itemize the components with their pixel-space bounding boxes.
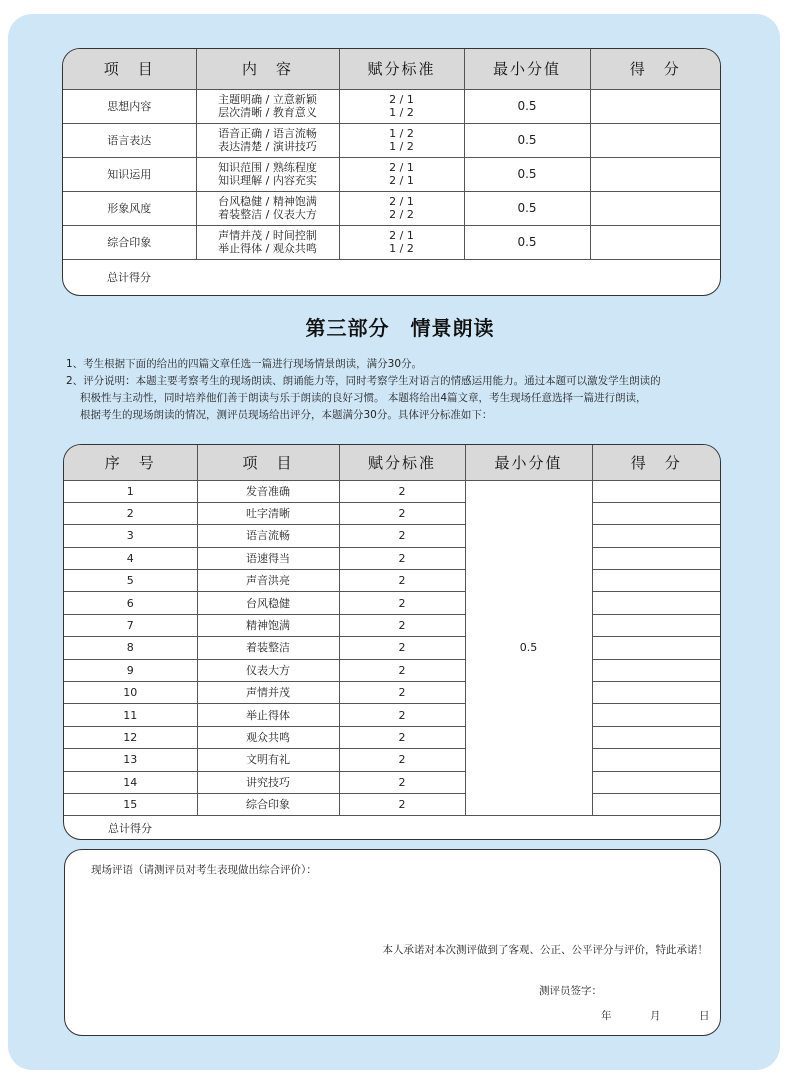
header-content: 内 容 <box>196 49 339 89</box>
table-header-row <box>63 49 720 89</box>
row-content-line: 知识理解 / 内容充实 <box>218 174 317 187</box>
score-table-2 <box>63 444 721 840</box>
instruction-line: 2、评分说明：本题主要考察考生的现场朗读、朗诵能力等，同时考察学生对语言的情感运用能力。通过本题可以激发学生朗读的 <box>66 375 661 387</box>
row-number: 15 <box>64 793 197 815</box>
row-number: 4 <box>64 547 197 569</box>
instruction-line: 1、考生根据下面的给出的四篇文章任选一篇进行现场情景朗读，满分30分。 <box>66 358 423 370</box>
score-cell[interactable] <box>592 637 720 659</box>
row-standard: 2 <box>339 502 465 524</box>
row-item: 思想内容 <box>63 89 196 123</box>
row-min-value: 0.5 <box>464 191 590 225</box>
row-number: 6 <box>64 592 197 614</box>
row-item: 声情并茂 <box>197 682 339 704</box>
row-item: 语速得当 <box>197 547 339 569</box>
score-cell[interactable] <box>592 525 720 547</box>
pledge-text: 本人承诺对本次测评做到了客观、公正、公平评分与评价，特此承诺！ <box>382 944 708 956</box>
table-row <box>63 157 720 191</box>
row-item: 文明有礼 <box>197 749 339 771</box>
table-row <box>64 682 720 704</box>
remarks-label: 现场评语（请测评员对考生表现做出综合评价）： <box>91 864 317 876</box>
table-row <box>64 502 720 524</box>
row-content-line: 层次清晰 / 教育意义 <box>218 106 317 119</box>
row-standard: 2 <box>339 480 465 502</box>
row-item: 讲究技巧 <box>197 771 339 793</box>
row-standard-line: 2 / 2 <box>389 208 414 221</box>
row-standard: 2 <box>339 771 465 793</box>
row-content-line: 语音正确 / 语言流畅 <box>218 127 317 140</box>
row-number: 3 <box>64 525 197 547</box>
row-standard: 2 <box>339 570 465 592</box>
header-min-value: 最小分值 <box>464 49 590 89</box>
row-standard: 2 <box>339 547 465 569</box>
row-item: 吐字清晰 <box>197 502 339 524</box>
row-standard: 2 <box>339 592 465 614</box>
score-cell[interactable] <box>592 726 720 748</box>
score-cell[interactable] <box>590 123 720 157</box>
row-standard <box>339 123 464 157</box>
row-standard-line: 1 / 2 <box>389 106 414 119</box>
date-year: 年 <box>601 1010 612 1022</box>
date-day: 日 <box>699 1010 710 1022</box>
row-item: 形象风度 <box>63 191 196 225</box>
row-item: 声音洪亮 <box>197 570 339 592</box>
row-item: 语言流畅 <box>197 525 339 547</box>
row-standard-line: 2 / 1 <box>389 161 414 174</box>
table-row <box>64 480 720 502</box>
score-cell[interactable] <box>590 225 720 259</box>
row-content <box>196 157 339 191</box>
min-value-merged: 0.5 <box>465 480 592 816</box>
row-min-value: 0.5 <box>464 157 590 191</box>
table-row <box>63 123 720 157</box>
row-standard: 2 <box>339 659 465 681</box>
instruction-line: 积极性与主动性，同时培养他们善于朗读与乐于朗读的良好习惯。 本题将给出4篇文章，考生现场任意选择一篇进行朗读， <box>80 392 647 404</box>
row-content-line: 声情并茂 / 时间控制 <box>218 229 317 242</box>
row-standard: 2 <box>339 793 465 815</box>
row-standard-line: 2 / 1 <box>389 174 414 187</box>
header-item: 项 目 <box>197 445 339 480</box>
row-content-line: 着装整洁 / 仪表大方 <box>218 208 317 221</box>
table-row <box>64 749 720 771</box>
total-label: 总计得分 <box>108 821 152 835</box>
table-row <box>64 637 720 659</box>
table-row <box>64 771 720 793</box>
row-number: 1 <box>64 480 197 502</box>
row-number: 2 <box>64 502 197 524</box>
row-item: 观众共鸣 <box>197 726 339 748</box>
signature-label: 测评员签字： <box>539 985 602 997</box>
row-content-line: 台风稳健 / 精神饱满 <box>218 195 317 208</box>
row-standard-line: 2 / 1 <box>389 195 414 208</box>
row-number: 7 <box>64 614 197 636</box>
row-content-line: 举止得体 / 观众共鸣 <box>218 242 317 255</box>
score-cell[interactable] <box>592 592 720 614</box>
instruction-line: 根据考生的现场朗读的情况，测评员现场给出评分，本题满分30分。具体评分标准如下： <box>80 409 493 421</box>
row-item: 台风稳健 <box>197 592 339 614</box>
row-content <box>196 191 339 225</box>
row-standard: 2 <box>339 614 465 636</box>
row-number: 5 <box>64 570 197 592</box>
row-item: 知识运用 <box>63 157 196 191</box>
row-standard-line: 1 / 2 <box>389 127 414 140</box>
table-header-row <box>64 445 720 480</box>
score-cell[interactable] <box>592 749 720 771</box>
table-row <box>64 726 720 748</box>
row-item: 精神饱满 <box>197 614 339 636</box>
row-item: 举止得体 <box>197 704 339 726</box>
header-standard: 赋分标准 <box>339 445 465 480</box>
row-standard: 2 <box>339 726 465 748</box>
row-item: 着装整洁 <box>197 637 339 659</box>
row-item: 综合印象 <box>197 793 339 815</box>
table-row <box>64 525 720 547</box>
total-label: 总计得分 <box>107 270 151 284</box>
score-cell[interactable] <box>592 682 720 704</box>
row-content-line: 主题明确 / 立意新颖 <box>218 93 317 106</box>
table-row <box>64 592 720 614</box>
table-row <box>64 704 720 726</box>
row-content <box>196 89 339 123</box>
row-standard-line: 2 / 1 <box>389 229 414 242</box>
row-min-value: 0.5 <box>464 123 590 157</box>
header-score: 得 分 <box>590 49 720 89</box>
row-standard: 2 <box>339 749 465 771</box>
row-number: 12 <box>64 726 197 748</box>
row-number: 8 <box>64 637 197 659</box>
header-number: 序 号 <box>64 445 197 480</box>
score-cell[interactable] <box>592 659 720 681</box>
row-standard: 2 <box>339 682 465 704</box>
score-cell[interactable] <box>590 191 720 225</box>
table-row <box>64 793 720 815</box>
score-cell[interactable] <box>592 570 720 592</box>
row-item: 语言表达 <box>63 123 196 157</box>
row-standard-line: 1 / 2 <box>389 242 414 255</box>
row-standard: 2 <box>339 637 465 659</box>
table-row <box>63 89 720 123</box>
row-standard-line: 2 / 1 <box>389 93 414 106</box>
header-standard: 赋分标准 <box>339 49 464 89</box>
score-cell[interactable] <box>590 89 720 123</box>
row-content <box>196 225 339 259</box>
row-number: 11 <box>64 704 197 726</box>
row-number: 10 <box>64 682 197 704</box>
row-standard: 2 <box>339 525 465 547</box>
row-min-value: 0.5 <box>464 89 590 123</box>
header-min-value: 最小分值 <box>465 445 592 480</box>
row-standard-line: 1 / 2 <box>389 140 414 153</box>
row-item: 发音准确 <box>197 480 339 502</box>
header-item: 项 目 <box>63 49 196 89</box>
table-row <box>63 225 720 259</box>
total-row <box>64 816 720 840</box>
score-table-1 <box>62 48 721 296</box>
row-standard <box>339 191 464 225</box>
row-min-value: 0.5 <box>464 225 590 259</box>
table-row <box>64 614 720 636</box>
row-content <box>196 123 339 157</box>
score-cell[interactable] <box>592 502 720 524</box>
row-item: 仪表大方 <box>197 659 339 681</box>
score-cell[interactable] <box>592 547 720 569</box>
row-standard <box>339 89 464 123</box>
row-number: 14 <box>64 771 197 793</box>
instructions <box>66 356 726 424</box>
header-score: 得 分 <box>592 445 720 480</box>
remarks-box <box>64 849 721 1036</box>
row-standard: 2 <box>339 704 465 726</box>
row-standard <box>339 157 464 191</box>
score-cell[interactable] <box>592 771 720 793</box>
row-standard <box>339 225 464 259</box>
row-content-line: 知识范围 / 熟练程度 <box>218 161 317 174</box>
score-cell[interactable] <box>592 704 720 726</box>
table-row <box>63 191 720 225</box>
row-content-line: 表达清楚 / 演讲技巧 <box>218 140 317 153</box>
row-item: 综合印象 <box>63 225 196 259</box>
table-row <box>64 659 720 681</box>
table-row <box>64 570 720 592</box>
section-title: 第三部分 情景朗读 <box>305 316 495 340</box>
score-cell[interactable] <box>592 793 720 815</box>
score-cell[interactable] <box>590 157 720 191</box>
score-cell[interactable] <box>592 480 720 502</box>
row-number: 9 <box>64 659 197 681</box>
table-row <box>64 547 720 569</box>
total-row <box>63 259 720 295</box>
row-number: 13 <box>64 749 197 771</box>
date-month: 月 <box>650 1010 661 1022</box>
score-cell[interactable] <box>592 614 720 636</box>
